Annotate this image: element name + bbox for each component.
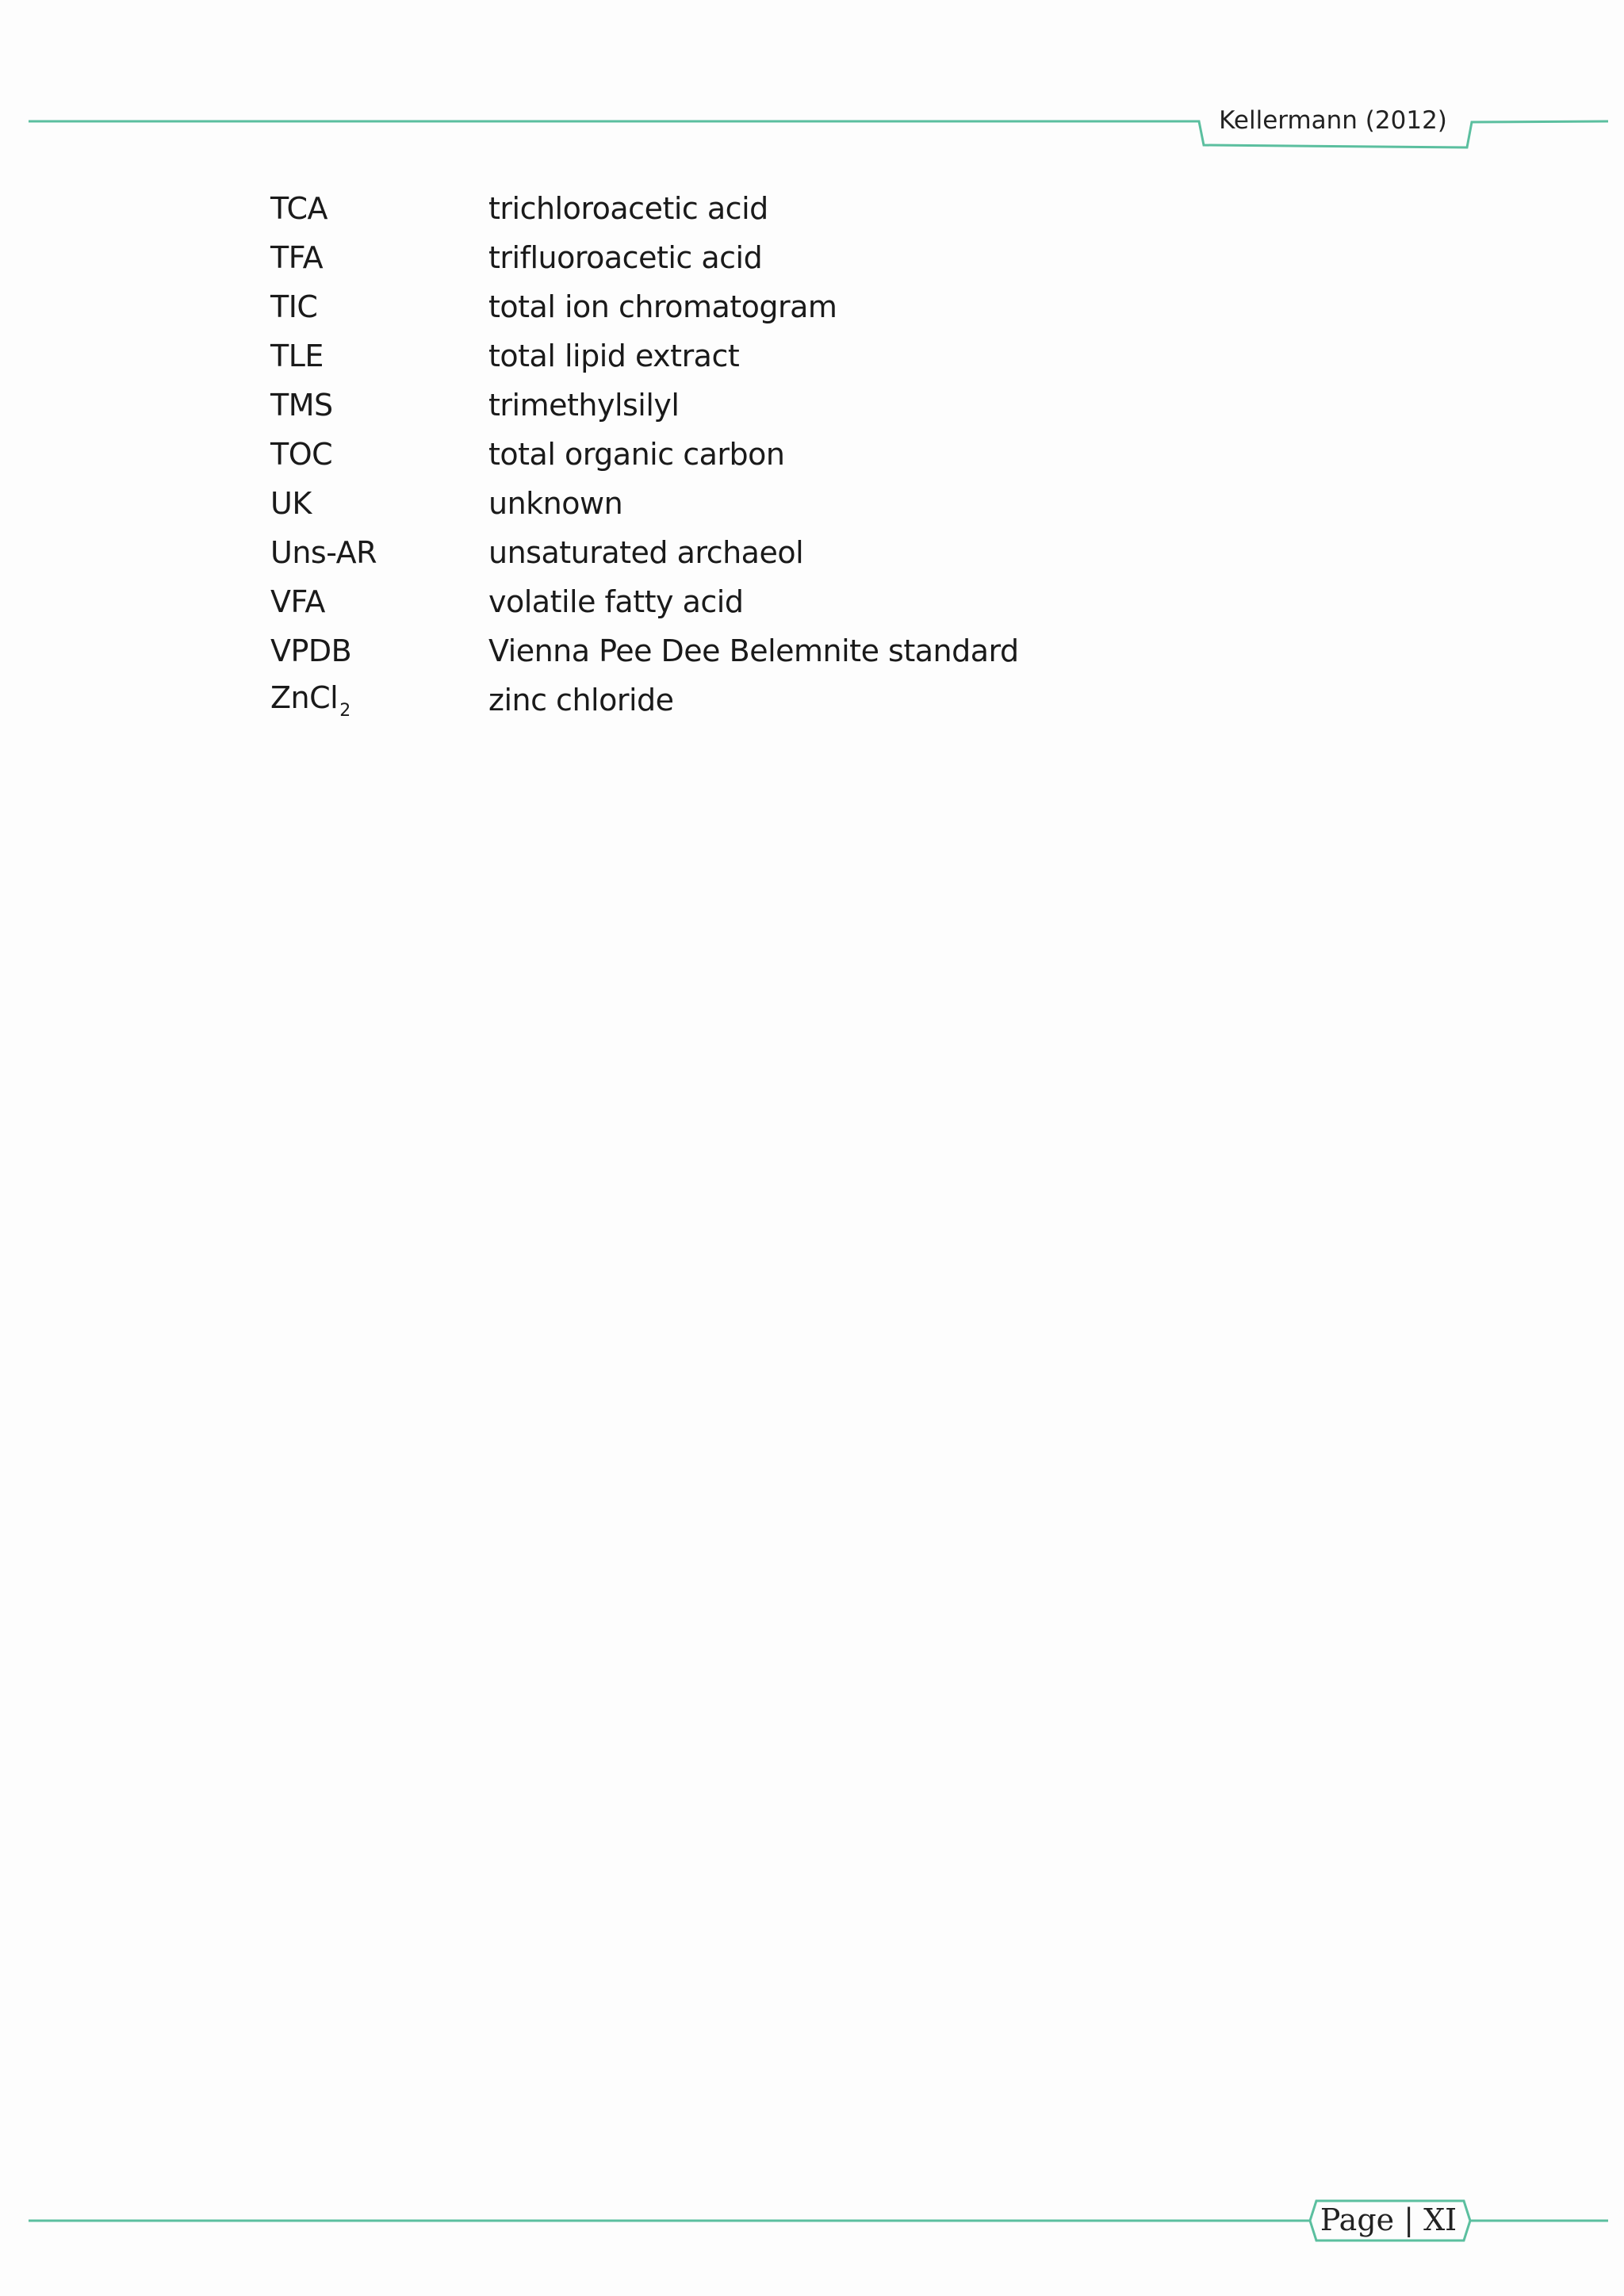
abbreviation-term: TIC: [270, 289, 318, 324]
abbreviation-term: VFA: [270, 584, 325, 619]
abbreviation-row: [270, 430, 1019, 479]
chemical-formula-subscript: 2: [339, 700, 350, 721]
abbreviation-definition: trichloroacetic acid: [488, 191, 768, 226]
abbreviation-term: TOC: [270, 437, 333, 472]
abbreviation-term: TLE: [270, 339, 324, 373]
page-number: Page | XI: [1320, 2202, 1457, 2237]
abbreviation-definition: volatile fatty acid: [488, 584, 744, 619]
abbreviation-definition: total ion chromatogram: [488, 289, 837, 324]
abbreviation-row: [270, 528, 1019, 577]
abbreviation-term-chemical: [270, 680, 488, 721]
abbreviation-row: [270, 184, 1019, 233]
abbreviation-row: [270, 381, 1019, 430]
abbreviation-row: [270, 626, 1019, 675]
chemical-formula-base: ZnCl: [270, 679, 339, 715]
abbreviation-definition: trimethylsilyl: [488, 388, 680, 423]
abbreviation-term: TMS: [270, 388, 333, 423]
abbreviation-definition: unknown: [488, 486, 623, 521]
abbreviation-definition: unsaturated archaeol: [488, 535, 804, 570]
abbreviation-term: TFA: [270, 240, 324, 275]
abbreviation-row: [270, 675, 1019, 725]
abbreviation-definition: trifluoroacetic acid: [488, 240, 763, 275]
abbreviation-definition: zinc chloride: [488, 683, 674, 718]
abbreviation-term: VPDB: [270, 633, 352, 668]
abbreviation-row: [270, 331, 1019, 381]
abbreviation-row: [270, 282, 1019, 331]
abbreviation-row: [270, 479, 1019, 528]
abbreviation-row: [270, 233, 1019, 282]
abbreviation-row: [270, 577, 1019, 626]
running-header: Kellermann (2012): [1219, 106, 1447, 135]
abbreviation-definition: Vienna Pee Dee Belemnite standard: [488, 633, 1019, 668]
abbreviation-definition: total lipid extract: [488, 339, 740, 373]
abbreviation-term: TCA: [270, 191, 328, 226]
abbreviation-term: Uns-AR: [270, 535, 377, 570]
abbreviation-definition: total organic carbon: [488, 437, 785, 472]
abbreviation-list: [270, 184, 1019, 725]
abbreviation-term: UK: [270, 486, 312, 521]
